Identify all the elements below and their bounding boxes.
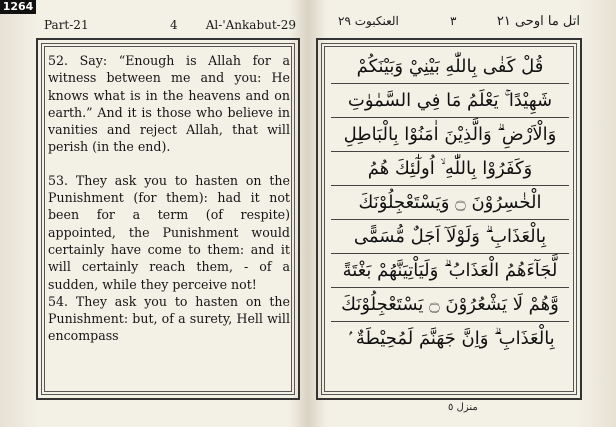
arabic-line: قُلْ كَفٰى بِاللّٰهِ بَيْنِيْ وَبَيْنَكُمْ — [331, 50, 569, 84]
manzil-footer: منزل ٥ — [448, 402, 478, 413]
para-label: اتل ما اوحی ۲۱ — [496, 14, 580, 29]
arabic-line: بِالْعَذَابِ ۗ وَاِنَّ جَهَنَّمَ لَمُحِيْطَةٌ ۢ — [345, 328, 555, 349]
arabic-line: لَّجَآءَهُمُ الْعَذَابُ ۗ وَلَيَاْتِيَنَّهُمْ بَغْتَةً — [331, 254, 569, 288]
right-page-header — [328, 14, 580, 34]
scan-id-label: 1264 — [0, 0, 36, 14]
translation-text — [48, 52, 290, 345]
arabic-line: الْخٰسِرُوْنَ ۝ وَيَسْتَعْجِلُوْنَكَ — [331, 186, 569, 220]
arabic-line: وَالْاَرْضِ ۗ وَالَّذِيْنَ اٰمَنُوْا بِالْبَاطِلِ — [331, 118, 569, 152]
verse-53: 53. They ask you to hasten on the Punishment (for them): had it not been for a term (of respite) appointed, the Punishment would certainly have come to them: and it will certainly reach them, - of a sudden, while they perceive not! — [48, 172, 290, 292]
arabic-surah-label: العنكبوت ۲۹ — [338, 14, 399, 28]
arabic-line: شَهِيْدًا ۚ يَعْلَمُ مَا فِي السَّمٰوٰتِ — [331, 84, 569, 118]
verse-54: 54. They ask you to hasten on the Punishment: but, of a surety, Hell will encompass — [48, 293, 290, 344]
right-page-number: ۳ — [450, 14, 457, 28]
surah-label: Al-'Ankabut-29 — [205, 18, 296, 32]
left-page-number: 4 — [170, 18, 178, 32]
left-page-header — [44, 18, 296, 34]
arabic-line: بِالْعَذَابِ ۗ وَلَوْلَآ اَجَلٌ مُّسَمًّى — [331, 220, 569, 254]
arabic-line: وَكَفَرُوْا بِاللّٰهِ ۙ اُولٰٓئِكَ هُمُ — [331, 152, 569, 186]
arabic-text — [331, 50, 569, 390]
part-label: Part-21 — [44, 18, 89, 32]
verse-52: 52. Say: “Enough is Allah for a witness between me and you: He knows what is in the heavens and on earth.” And it is those who believe in vanities and reject Allah, that will perish (in the end). — [48, 53, 290, 155]
arabic-line: وَّهُمْ لَا يَشْعُرُوْنَ ۝ يَسْتَعْجِلُوْنَكَ — [331, 288, 569, 322]
